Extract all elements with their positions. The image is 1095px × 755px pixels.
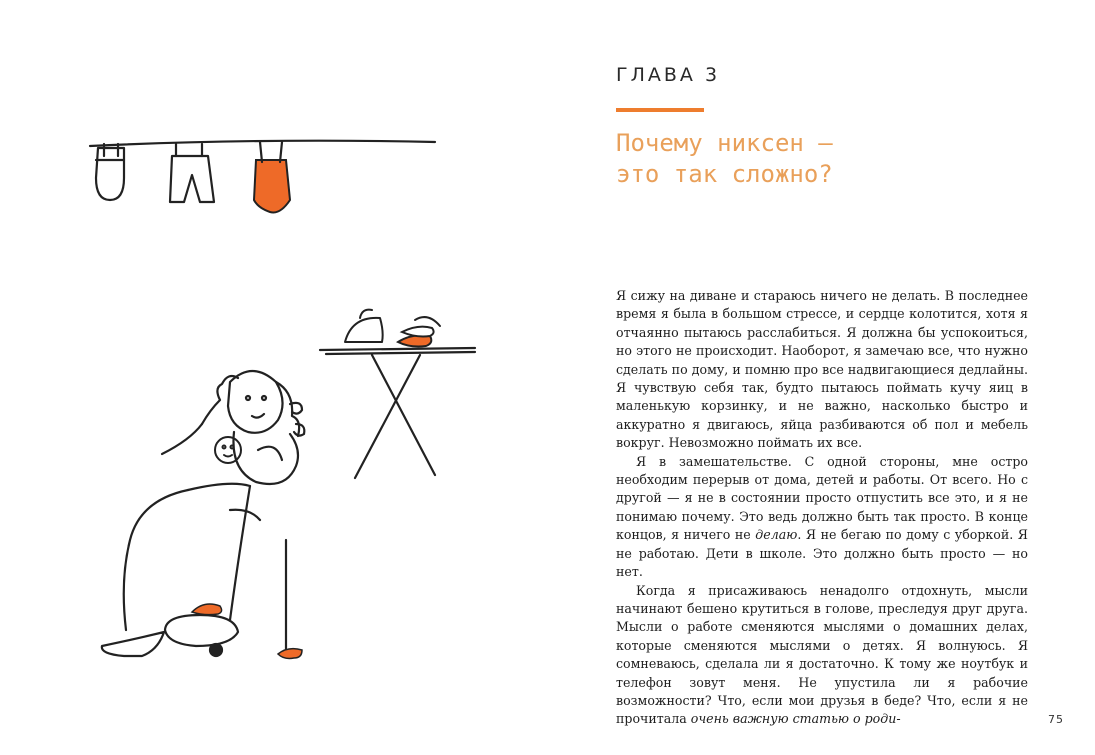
baby-figure: [215, 437, 241, 463]
hanging-tank-top: [254, 142, 290, 213]
chapter-title-line-2: это так сложно?: [616, 160, 833, 188]
right-page: [616, 0, 1030, 755]
hanging-underpants: [96, 144, 124, 200]
paragraph-1-text: Я сижу на диване и стараюсь ничего не делать. В последнее время я была в большом стрессе, и сердце колотится, хотя я отчаянно пытаюсь расслабиться. Я должна бы успокоиться, но этого не происходит. Наоборот, я замечаю все, что нужно сделать по дому, и помню про все надвигающиеся дедлайны. Я чувствую себя так, будто пытаюсь поймать кучу яиц в маленькую корзинку, и не важно, насколько быстро и аккуратно я двигаюсь, яйца разбиваются об пол и мебель вокруг. Невозможно поймать их все.: [616, 288, 1028, 451]
chapter-title-line-1: Почему никсен —: [616, 129, 833, 157]
paragraph-3: [616, 582, 1028, 729]
orange-slipper-right: [278, 649, 302, 659]
paragraph-3-italic: очень важную статью о роди-: [690, 711, 901, 727]
folded-clothes: [398, 317, 440, 346]
paragraph-2: [616, 453, 1028, 582]
paragraph-2-text: Я в замешательстве. С одной стороны, мне остро необходим перерыв от дома, детей и работы. От всего. Но с другой — я не в состоянии просто отпустить все это, и я не понимаю почему. Это ведь должно быть так просто. В конце концов, я ничего не: [616, 453, 1028, 543]
chapter-rule: [616, 108, 704, 112]
paragraph-2-italic: делаю: [755, 527, 798, 543]
woman-chores-illustration: [80, 120, 500, 680]
iron-icon: [345, 310, 383, 342]
orange-slipper-left: [192, 604, 222, 615]
paragraph-3-text: Когда я присаживаюсь ненадолго отдохнуть, мысли начинают бешено крутиться в голове, преследуя друг друга. Мысли о работе сменяются мыслями о домашних делах, которые сменяются мыслями о детях. Я волнуюсь. Я сомневаюсь, сделала ли я достаточно. К тому же ноутбук и телефон зовут меня. Не упустила ли я рабочие возможности? Что, если мои друзья в беде? Что, если я не прочитала: [616, 582, 1028, 727]
paragraph-1: [616, 287, 1028, 453]
chapter-title: [616, 128, 833, 190]
chapter-label: ГЛАВА 3: [616, 64, 721, 86]
hanging-trousers: [170, 144, 214, 202]
body-text: [616, 287, 1028, 729]
paragraph-2-tail: . Я не бегаю по дому с уборкой. Я не работаю. Дети в школе. Это должно быть просто — но нет.: [616, 527, 1028, 580]
page-number: 75: [1048, 713, 1064, 726]
ironing-board: [320, 348, 475, 478]
vacuum-cleaner: [165, 510, 260, 656]
clothesline: [90, 141, 435, 146]
